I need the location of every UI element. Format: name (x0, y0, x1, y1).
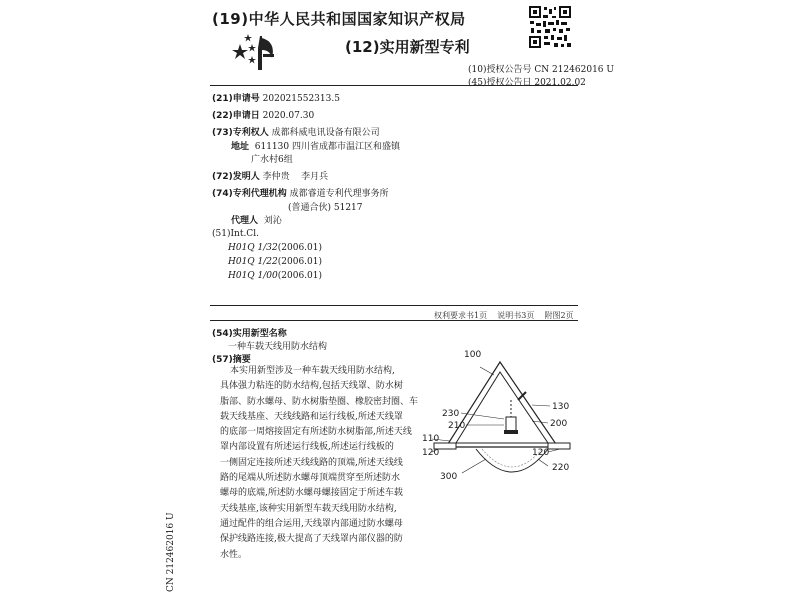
patent-type: (12)实用新型专利 (345, 38, 470, 56)
qr-code-icon (528, 5, 572, 49)
abstract-line: 的底部一周熔接固定有所述防水树脂部,所述天线 (220, 427, 412, 438)
title-label: (54)实用新型名称 (212, 329, 287, 339)
agent: 代理人 刘沁 (231, 216, 282, 226)
ref-label: 110 (422, 434, 440, 444)
patentee: (73)专利权人 成都科威电讯设备有限公司 (212, 128, 380, 138)
header-divider (210, 85, 578, 86)
address: 地址 611130 四川省成都市温江区和盛镇 (231, 142, 400, 152)
abstract-line: 一侧固定连接所述天线线路的顶端,所述天线线 (220, 457, 403, 468)
ref-label: 130 (552, 402, 570, 412)
abstract-line: 罩内部设置有所述运行线板,所述运行线板的 (220, 442, 394, 453)
ipc-row: H01Q 1/32(2006.01) (228, 243, 323, 253)
utility-model-title: 一种车载天线用防水结构 (228, 342, 328, 352)
abstract-line: 具体强力粘连的防水结构,包括天线罩、防水树 (220, 381, 403, 392)
section-divider (210, 320, 578, 321)
waterproof-nut (506, 417, 516, 431)
ref-label: 100 (464, 350, 482, 360)
office-name: (19)中华人民共和国国家知识产权局 (212, 10, 466, 28)
abstract-label: (57)摘要 (212, 355, 251, 365)
section-divider (210, 305, 578, 306)
filing-date: (22)申请日 2020.07.30 (212, 111, 315, 121)
inventors: (72)发明人 李仲贵 李月兵 (212, 172, 329, 182)
ipc-row: H01Q 1/00(2006.01) (228, 271, 323, 281)
ref-label: 230 (442, 409, 460, 419)
page-count-info: 权利要求书1页 说明书3页 附图2页 (434, 311, 574, 320)
ipc-row: H01Q 1/22(2006.01) (228, 257, 323, 267)
patent-agency: (74)专利代理机构 成都睿道专利代理事务所 (212, 189, 389, 199)
patent-agency-line-2: (普通合伙) 51217 (288, 203, 363, 213)
application-number: (21)申请号 202021552313.5 (212, 94, 340, 104)
abstract-line: 脂部、防水螺母、防水树脂垫圈、橡胶密封圈、车 (220, 396, 419, 407)
ref-label: 200 (550, 419, 568, 429)
publication-number: (10)授权公告号 CN 212462016 U (468, 65, 614, 75)
ref-label: 120 (532, 448, 550, 458)
ref-label: 210 (448, 421, 466, 431)
address-line-2: 广水村6组 (251, 155, 293, 165)
ref-label: 220 (552, 463, 570, 473)
patent-figure (420, 345, 590, 495)
int-cl-label: (51)Int.Cl. (212, 229, 259, 239)
abstract-line: 水性。 (220, 549, 248, 560)
abstract-line: 螺母的底端,所述防水螺母螺接固定于所述车载 (220, 488, 403, 499)
abstract-text (220, 364, 417, 563)
abstract-line: 本实用新型涉及一种车载天线用防水结构, (230, 366, 395, 376)
cnipa-emblem-icon (232, 30, 278, 72)
abstract-line: 通过配件的组合运用,天线罩内部通过防水螺母 (220, 518, 403, 529)
abstract-line: 天线基座,该种实用新型车载天线用防水结构, (220, 503, 397, 514)
nut-washer (504, 430, 518, 434)
abstract-line: 载天线基座、天线线路和运行线板,所述天线罩 (220, 411, 403, 422)
base-flange-right (548, 443, 570, 449)
abstract-line: 路的尾端从所述防水螺母顶端贯穿至所述防水 (220, 473, 401, 484)
publication-date: (45)授权公告日 2021.02.02 (468, 78, 586, 88)
ref-label: 120 (422, 448, 440, 458)
abstract-line: 保护线路连接,极大提高了天线罩内部仪器的防 (220, 534, 403, 545)
side-publication-number: CN 212462016 U (166, 512, 176, 592)
ref-label: 300 (440, 472, 458, 482)
radome-inner (456, 372, 548, 443)
